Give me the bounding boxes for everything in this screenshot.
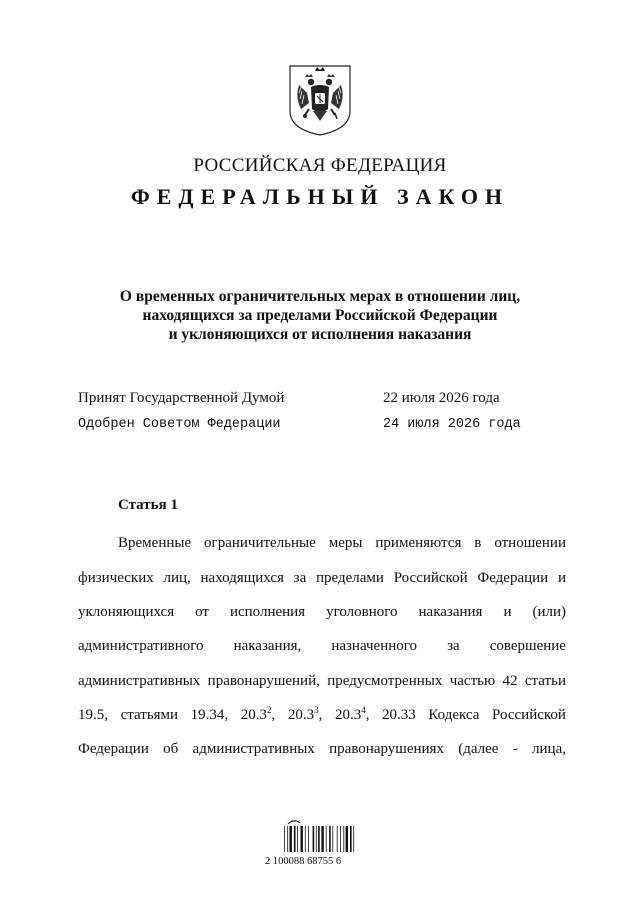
- body-word: Федерации: [78, 741, 149, 757]
- body-word: Временные: [118, 535, 192, 551]
- law-title-line: и уклоняющихся от исполнения наказания: [168, 326, 472, 343]
- body-text-line: [78, 673, 566, 690]
- barcode-bar: [316, 826, 317, 852]
- body-text-line: [78, 638, 566, 655]
- body-word: пределами: [316, 570, 384, 586]
- body-text-line: [118, 535, 566, 552]
- body-word: правонарушениях: [329, 741, 444, 757]
- body-word: об: [163, 741, 179, 757]
- body-text-line: [78, 741, 566, 758]
- document-type-heading: ФЕДЕРАЛЬНЫЙ ЗАКОН: [130, 184, 510, 209]
- duma-adoption-date: 22 июля 2026 года: [383, 390, 500, 406]
- body-word: 19.34,: [190, 707, 229, 723]
- body-word: отношении: [494, 535, 566, 551]
- barcode-bar: [332, 826, 333, 852]
- barcode-bar: [329, 826, 331, 852]
- body-word: административных: [78, 673, 201, 689]
- law-title-line: О временных ограничительных мерах в отношении лиц,: [119, 288, 521, 305]
- barcode-bar: [337, 826, 338, 852]
- barcode-bar: [318, 826, 320, 852]
- council-approval-label: Одобрен Советом Федерации: [78, 417, 281, 432]
- body-word: 42: [502, 673, 518, 689]
- body-word: за: [293, 570, 307, 586]
- body-word: 20.3$^4$,: [334, 705, 370, 723]
- barcode-bar: [326, 826, 327, 852]
- barcode-bar: [297, 826, 298, 852]
- article-heading: Статья 1: [118, 497, 178, 513]
- body-word: назначенного: [331, 638, 418, 654]
- body-word: лиц,: [163, 570, 191, 586]
- body-word: статьи: [524, 673, 566, 689]
- body-word: уклоняющихся: [78, 604, 175, 620]
- article-ref-sup: 4: [361, 705, 366, 715]
- barcode-bar: [294, 826, 296, 852]
- article-ref: 20.3: [334, 707, 362, 723]
- article-ref-sup: 2: [267, 705, 272, 715]
- body-word: и: [503, 604, 512, 620]
- body-word: наказания: [418, 604, 483, 620]
- law-title: [60, 287, 580, 344]
- body-word: 20.3$^3$,: [287, 705, 323, 723]
- body-text-line: [78, 707, 566, 724]
- barcode-bar: [350, 826, 352, 852]
- barcode-bar: [340, 826, 341, 852]
- barcode-image: [282, 816, 358, 854]
- article-ref: 20.3: [287, 707, 315, 723]
- body-text-line: [78, 604, 566, 621]
- barcode-bar: [346, 826, 348, 852]
- article-ref: 20.3: [240, 707, 268, 723]
- body-word: 20.3$^2$,: [240, 705, 276, 723]
- body-word: наказания,: [233, 638, 302, 654]
- barcode-mark: [288, 821, 300, 824]
- body-word: частью: [449, 673, 496, 689]
- body-word: ограничительные: [204, 535, 316, 551]
- body-text-line: [78, 570, 566, 587]
- council-approval-date: 24 июля 2026 года: [383, 417, 521, 432]
- barcode-bar: [287, 826, 288, 852]
- body-word: Российской: [393, 570, 468, 586]
- body-word: от: [195, 604, 209, 620]
- barcode-bar: [353, 826, 354, 852]
- body-word: (далее: [458, 741, 499, 757]
- body-word: совершение: [489, 638, 566, 654]
- body-word: 19.5,: [78, 707, 108, 723]
- body-word: применяются: [375, 535, 462, 551]
- barcode-bar: [305, 826, 306, 852]
- coat-of-arms-emblem: [287, 63, 353, 137]
- body-word: Кодекса: [428, 707, 480, 723]
- body-word: и: [557, 570, 566, 586]
- body-word: (или): [532, 604, 566, 620]
- body-word: находящихся: [200, 570, 284, 586]
- barcode-bar: [284, 826, 285, 852]
- body-word: правонарушений,: [207, 673, 320, 689]
- body-word: статьями: [120, 707, 179, 723]
- barcode-bar: [343, 826, 344, 852]
- body-word: предусмотренных: [327, 673, 443, 689]
- body-word: административного: [78, 638, 204, 654]
- body-word: Российской: [492, 707, 566, 723]
- body-word: меры: [328, 535, 363, 551]
- law-title-line: находящихся за пределами Российской Федерации: [142, 307, 498, 324]
- body-word: 20.33: [382, 707, 416, 723]
- body-word: исполнения: [229, 604, 306, 620]
- body-word: уголовного: [326, 604, 398, 620]
- barcode-bar: [290, 826, 292, 852]
- body-word: лица,: [532, 741, 566, 757]
- article-ref-sup: 3: [314, 705, 319, 715]
- body-word: Федерации: [477, 570, 549, 586]
- body-word: физических: [78, 570, 154, 586]
- barcode-number: 2 100088 68755 6: [265, 856, 342, 867]
- barcode-bar: [313, 826, 315, 852]
- body-word: административных: [192, 741, 315, 757]
- country-heading: РОССИЙСКАЯ ФЕДЕРАЦИЯ: [193, 155, 447, 176]
- duma-adoption-label: Принят Государственной Думой: [78, 390, 285, 406]
- barcode-bar: [301, 826, 303, 852]
- body-word: -: [512, 741, 518, 757]
- body-word: в: [474, 535, 482, 551]
- body-word: за: [447, 638, 460, 654]
- barcode-bar: [308, 826, 309, 852]
- barcode-bar: [321, 826, 323, 852]
